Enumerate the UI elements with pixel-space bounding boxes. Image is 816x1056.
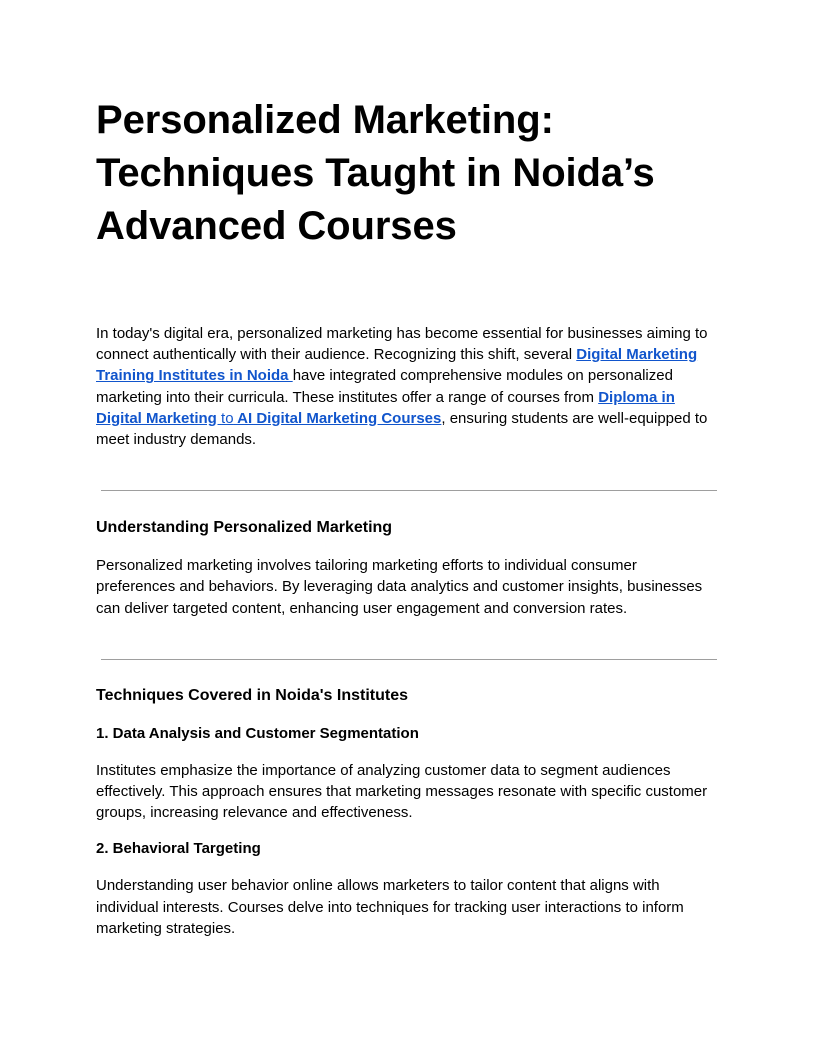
- to-link[interactable]: to: [221, 409, 234, 427]
- diploma-link[interactable]: Diploma in Digital Marketing: [96, 388, 675, 427]
- intro-text-2: have integrated comprehensive modules on personalized marketing into their curricula. These institutes offer a range of courses from: [96, 367, 673, 406]
- intro-text-1: In today's digital era, personalized marketing has become essential for businesses aiming to connect authentically with their audience. Recognizing this shift, several: [96, 325, 708, 364]
- intro-paragraph: [96, 323, 720, 450]
- document-title: [96, 94, 720, 253]
- document-page: [96, 94, 720, 939]
- divider-1: [101, 490, 717, 491]
- section-body-understanding: Personalized marketing involves tailoring marketing efforts to individual consumer preferences and behaviors. By leveraging data analytics and customer insights, businesses can deliver targeted content, enhancing user engagement and conversion rates.: [96, 557, 703, 617]
- section-heading-techniques: Techniques Covered in Noida's Institutes: [96, 686, 409, 704]
- body-data-analysis: Institutes emphasize the importance of analyzing customer data to segment audiences effectively. This approach ensures that marketing messages resonate with specific customer groups, increasing relevance and effectiveness.: [96, 761, 708, 822]
- training-institutes-link[interactable]: Digital Marketing Training Institutes in Noida: [96, 346, 698, 385]
- ai-courses-link[interactable]: AI Digital Marketing Courses: [233, 409, 442, 427]
- body-behavioral-targeting: Understanding user behavior online allows marketers to tailor content that aligns with individual interests. Courses delve into techniques for tracking user interactions to inform marketing strategies.: [96, 877, 684, 937]
- section-heading-understanding: Understanding Personalized Marketing: [96, 519, 393, 537]
- title-line-2: Techniques Taught in Noida’s: [96, 151, 655, 195]
- subheading-data-analysis: 1. Data Analysis and Customer Segmentation: [96, 724, 419, 742]
- divider-2: [101, 659, 717, 660]
- title-line-1: Personalized Marketing:: [96, 98, 554, 142]
- intro-text-4: , ensuring students are well-equipped to meet industry demands.: [96, 409, 708, 449]
- title-line-3: Advanced Courses: [96, 204, 457, 248]
- subheading-behavioral-targeting: 2. Behavioral Targeting: [96, 840, 261, 858]
